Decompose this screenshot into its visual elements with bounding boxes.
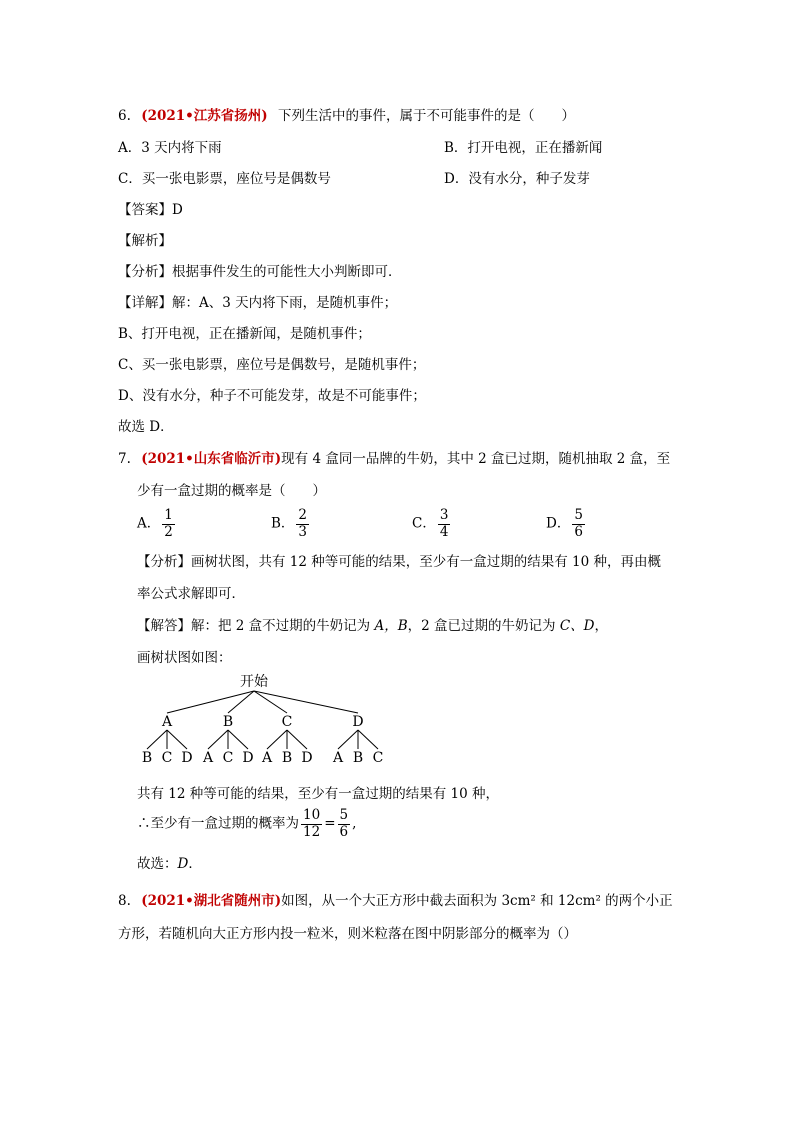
q6-line-c: C、买一张电影票，座位号是偶数号，是随机事件； xyxy=(118,357,426,373)
q6-option-a: A．3 天内将下雨 xyxy=(118,140,222,156)
q6-xiangjie-line xyxy=(118,291,397,311)
tree-leaf: C xyxy=(161,750,173,766)
q7-tree-intro: 画树状图如图： xyxy=(137,650,232,666)
tree-leaf: B xyxy=(281,750,293,766)
q7-fenxi-label: 【分析】 xyxy=(137,554,191,570)
q7-conclusion xyxy=(137,852,202,872)
tree-leaf: D xyxy=(181,750,193,766)
q7-jieda-vars-2: C、D xyxy=(559,618,595,634)
q7-option-a xyxy=(137,508,177,540)
tree-leaf: A xyxy=(202,750,214,766)
tree-root: 开始 xyxy=(240,674,268,690)
q7-fraction-5-6 xyxy=(338,808,351,840)
q7-stem-1: 现有 4 盒同一品牌的牛奶，其中 2 盒已过期，随机抽取 2 盒，至 xyxy=(281,451,671,467)
q7-frac2-den: 6 xyxy=(339,823,349,840)
tree-node-D: D xyxy=(352,714,364,730)
q6-answer-label: 【答案】 xyxy=(118,202,172,218)
tree-diagram xyxy=(130,672,420,772)
tree-node-C: C xyxy=(281,714,293,730)
q7-fenxi-line-1 xyxy=(137,550,661,570)
q7-frac1-num: 10 xyxy=(303,807,321,823)
q7-jieda-a: 解：把 2 盒不过期的牛奶记为 xyxy=(191,618,375,634)
tree-node-B: B xyxy=(222,714,234,730)
q7-option-b-num: 2 xyxy=(298,507,308,523)
q7-jieda-line xyxy=(137,614,608,634)
q7-option-a-label: A． xyxy=(137,515,161,532)
q7-option-d-den: 6 xyxy=(574,523,583,540)
q6-source: (2021•江苏省扬州) xyxy=(141,108,268,124)
q6-fenxi-label: 【分析】 xyxy=(118,264,172,280)
q6-stem-line xyxy=(118,104,575,124)
q8-stem-line xyxy=(118,889,673,909)
tree-leaf: D xyxy=(242,750,254,766)
q7-therefore: ∴至少有一盒过期的概率为 xyxy=(137,815,299,832)
tree-edge xyxy=(228,730,248,749)
q7-option-b xyxy=(271,508,311,540)
tree-leaf: C xyxy=(222,750,234,766)
tree-leaf: B xyxy=(141,750,153,766)
q7-option-c xyxy=(412,508,452,540)
tree-edge xyxy=(338,730,358,749)
q7-option-c-num: 3 xyxy=(439,507,449,523)
q7-result: 共有 12 种等可能的结果，至少有一盒过期的结果有 10 种， xyxy=(137,786,500,802)
q6-stem: 下列生活中的事件，属于不可能事件的是（ ） xyxy=(277,108,575,124)
q7-conclusion-b: D xyxy=(177,856,189,872)
q7-frac1-den: 12 xyxy=(303,823,321,840)
tree-leaf: D xyxy=(301,750,313,766)
q7-conclusion-a: 故选： xyxy=(137,856,178,872)
q7-option-d-fraction xyxy=(572,508,585,540)
q7-stem-2: 少有一盒过期的概率是（ ） xyxy=(137,483,326,499)
q6-analysis-label: 【解析】 xyxy=(118,233,172,249)
q6-xiangjie-label: 【详解】 xyxy=(118,295,172,311)
q7-number: 7. xyxy=(118,451,131,467)
q7-option-b-fraction xyxy=(296,508,309,540)
q8-stem-2: 方形，若随机向大正方形内投一粒米，则米粒落在图中阴影部分的概率为（） xyxy=(118,926,577,942)
q7-option-d xyxy=(546,508,587,540)
q7-conclusion-c: ． xyxy=(188,856,202,872)
tree-leaf: A xyxy=(261,750,273,766)
tree-edge xyxy=(167,730,187,749)
q6-option-b: B．打开电视，正在播新闻 xyxy=(444,140,603,156)
q7-option-c-fraction xyxy=(438,508,451,540)
q6-line-d: D、没有水分，种子不可能发芽，故是不可能事件； xyxy=(118,388,426,404)
tree-node-A: A xyxy=(161,714,173,730)
q7-option-a-num: 1 xyxy=(164,507,173,523)
q7-option-a-den: 2 xyxy=(164,523,173,540)
q7-equals: = xyxy=(324,815,336,832)
tree-edge xyxy=(267,730,287,749)
q6-fenxi: 根据事件发生的可能性大小判断即可． xyxy=(172,264,402,280)
q7-option-b-label: B． xyxy=(271,515,295,532)
q7-frac2-num: 5 xyxy=(339,807,349,823)
q7-comma: , xyxy=(352,815,357,832)
tree-edge xyxy=(208,730,228,749)
q7-fenxi-1: 画树状图，共有 12 种等可能的结果，至少有一盒过期的结果有 10 种，再由概 xyxy=(191,554,662,570)
q7-fraction-10-12 xyxy=(301,808,322,840)
q7-option-d-num: 5 xyxy=(574,507,583,523)
tree-leaf: C xyxy=(372,750,384,766)
q8-stem-1: 如图，从一个大正方形中截去面积为 3cm² 和 12cm² 的两个小正 xyxy=(281,893,673,909)
q6-answer: D xyxy=(172,202,183,218)
q6-line-b: B、打开电视，正在播新闻，是随机事件； xyxy=(118,326,371,342)
q7-option-c-den: 4 xyxy=(439,523,449,540)
q6-number: 6. xyxy=(118,108,131,124)
q7-fenxi-2: 率公式求解即可． xyxy=(137,586,245,602)
tree-edge xyxy=(147,730,167,749)
q7-source: (2021•山东省临沂市) xyxy=(141,451,282,467)
q7-jieda-b: ，2 盒已过期的牛奶记为 xyxy=(407,618,560,634)
q6-conclusion: 故选 D． xyxy=(118,419,174,435)
q7-jieda-vars-1: A，B xyxy=(374,618,408,634)
q7-jieda-c: ， xyxy=(594,618,608,634)
q6-option-c: C．买一张电影票，座位号是偶数号 xyxy=(118,171,331,187)
q7-stem-line xyxy=(118,447,670,467)
tree-leaf: B xyxy=(352,750,364,766)
q8-source: (2021•湖北省随州市) xyxy=(141,893,282,909)
q8-number: 8. xyxy=(118,893,131,909)
tree-edge xyxy=(358,730,378,749)
q6-option-d: D．没有水分，种子发芽 xyxy=(444,171,590,187)
tree-leaf: A xyxy=(332,750,344,766)
q7-option-c-label: C． xyxy=(412,515,436,532)
q6-fenxi-line xyxy=(118,260,402,280)
q6-xiangjie: 解：A、3 天内将下雨，是随机事件； xyxy=(172,295,398,311)
q7-option-a-fraction xyxy=(162,508,175,540)
q7-jieda-label: 【解答】 xyxy=(137,618,191,634)
q7-therefore-line xyxy=(137,808,356,840)
q6-answer-line xyxy=(118,198,183,218)
q7-option-d-label: D． xyxy=(546,515,571,532)
tree-edge xyxy=(287,730,307,749)
q7-option-b-den: 3 xyxy=(298,523,308,540)
